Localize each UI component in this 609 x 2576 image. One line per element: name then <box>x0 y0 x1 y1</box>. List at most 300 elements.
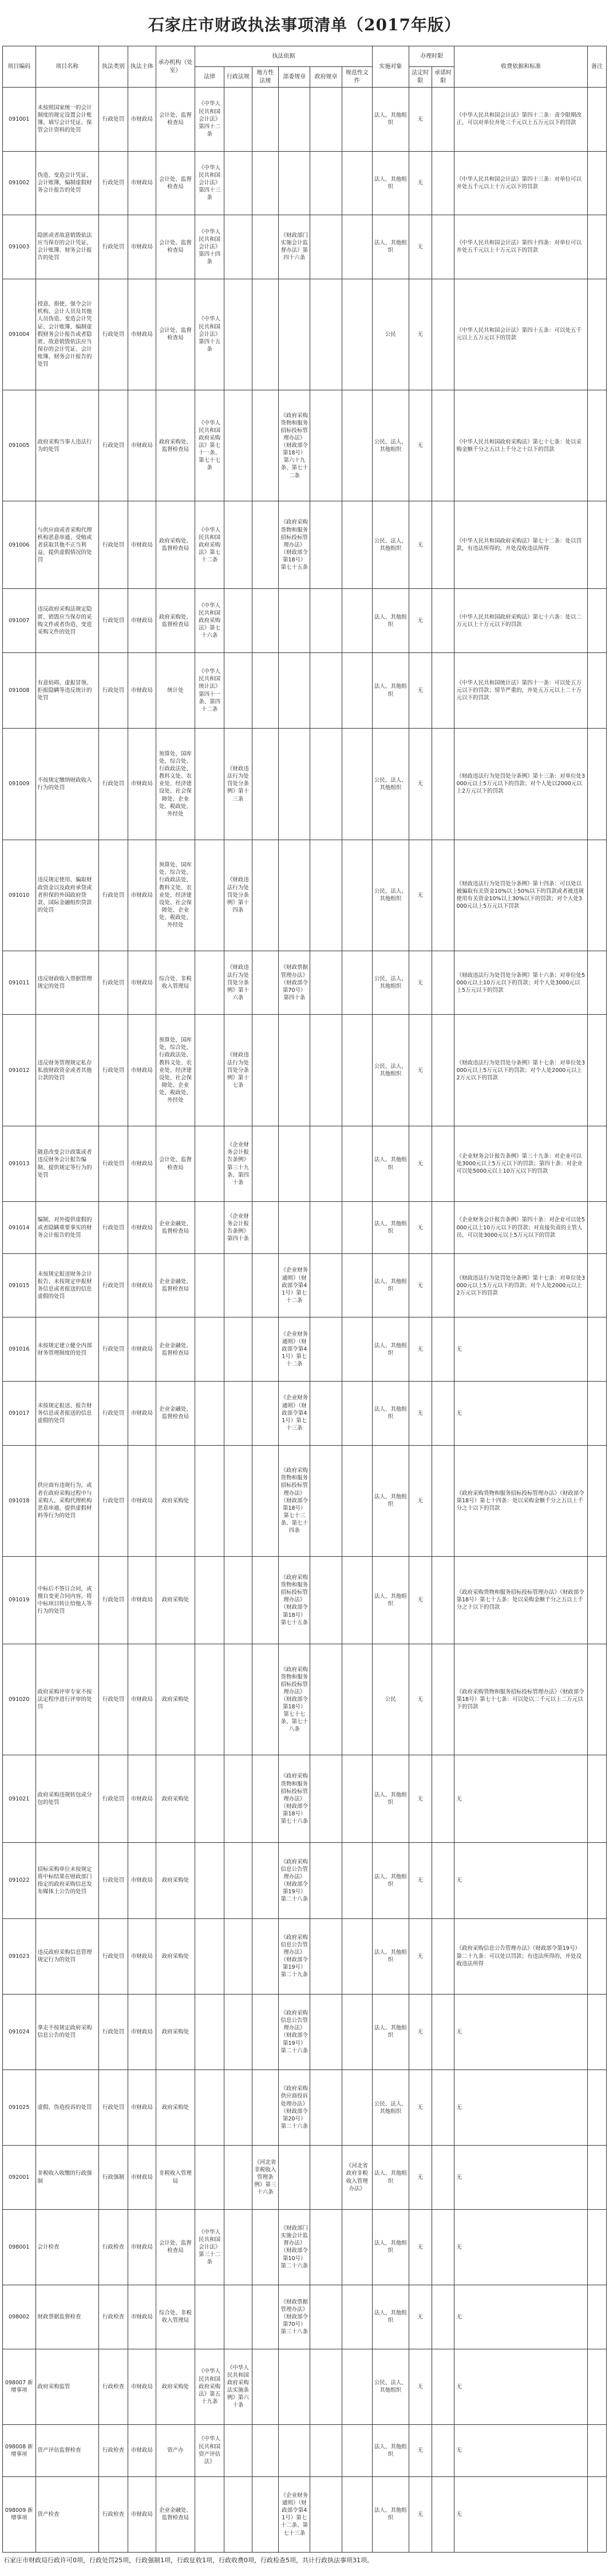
cell-legal-deadline: 无 <box>409 1918 432 1994</box>
cell-code: 091019 <box>3 1556 36 1644</box>
cell-target: 法人、其他组织 <box>372 1202 409 1254</box>
cell-gov-rule <box>310 1644 342 1755</box>
cell-department: 预算处、国库处、综合处、行政政法处、教科文处、农业处、经济建设处、社会保障处、企业处、税政处、外经处 <box>156 840 195 951</box>
cell-code: 091006 <box>3 501 36 589</box>
header-category: 执法类别 <box>99 46 128 88</box>
cell-norm-doc <box>342 2349 372 2424</box>
cell-admin-reg: 《企业财务会计报告条例》第四十条 <box>224 1202 252 1254</box>
cell-legal-deadline: 无 <box>409 2070 432 2146</box>
cell-target: 公民、法人、其他组织 <box>372 2349 409 2424</box>
cell-subject: 市财政局 <box>128 1126 156 1201</box>
cell-legal-deadline: 无 <box>409 1843 432 1918</box>
cell-gov-rule <box>310 840 342 951</box>
cell-fee: 《中华人民共和国会计法》第四十四条：对单位可以并处五千元以上十万元以下的罚款 <box>454 215 587 279</box>
cell-subject: 市财政局 <box>128 2349 156 2424</box>
cell-category: 行政检查 <box>99 2209 128 2285</box>
cell-target: 公民、法人、其他组织 <box>372 729 409 840</box>
cell-legal-deadline: 无 <box>409 1994 432 2069</box>
cell-law <box>195 1202 224 1254</box>
cell-category: 行政检查 <box>99 2349 128 2424</box>
cell-name: 中标后不签订合同，或擅自变更合同内容，将中标项目转让给他人等行为的处罚 <box>35 1556 99 1644</box>
cell-promise-deadline <box>432 1445 454 1556</box>
cell-law: 《中华人民共和国政府采购法》第七十二条 <box>195 501 224 589</box>
table-row <box>3 1843 607 1918</box>
cell-legal-deadline: 无 <box>409 652 432 728</box>
cell-norm-doc <box>342 1317 372 1382</box>
header-gov-rule: 政府规章 <box>310 67 342 88</box>
cell-code: 091004 <box>3 279 36 390</box>
cell-law <box>195 2070 224 2146</box>
cell-category: 行政处罚 <box>99 279 128 390</box>
cell-fee: 无 <box>454 2285 587 2349</box>
cell-category: 行政处罚 <box>99 840 128 951</box>
cell-name: 资产评估监督检查 <box>35 2424 99 2476</box>
cell-promise-deadline <box>432 390 454 501</box>
cell-fee: 无 <box>454 2424 587 2476</box>
cell-remark <box>587 279 606 390</box>
cell-category: 行政处罚 <box>99 501 128 589</box>
cell-gov-rule <box>310 1202 342 1254</box>
cell-law <box>195 1843 224 1918</box>
table-row <box>3 652 607 728</box>
cell-legal-deadline: 无 <box>409 1381 432 1445</box>
cell-subject: 市财政局 <box>128 2424 156 2476</box>
cell-legal-deadline: 无 <box>409 840 432 951</box>
summary-footer: 石家庄市财政局行政许可0项，行政处罚25项，行政强制1项，行政征收1项，行政收费0项，行政检查5项，共计行政执法事项31项。 <box>3 2557 373 2564</box>
table-row <box>3 2424 607 2476</box>
cell-dept-rule <box>279 1126 310 1201</box>
cell-gov-rule <box>310 279 342 390</box>
cell-norm-doc <box>342 1381 372 1445</box>
cell-name: 未按规定报送、报告财务信息或者报送的信息虚假的处罚 <box>35 1381 99 1445</box>
cell-target: 法人、其他组织 <box>372 652 409 728</box>
cell-dept-rule: 《企业财务通则》（财政部令第41号）第七十三条 <box>279 1381 310 1445</box>
cell-remark <box>587 1556 606 1644</box>
cell-category: 行政处罚 <box>99 2070 128 2146</box>
cell-promise-deadline <box>432 840 454 951</box>
cell-admin-reg <box>224 652 252 728</box>
cell-category: 行政处罚 <box>99 1381 128 1445</box>
table-row <box>3 1445 607 1556</box>
cell-gov-rule <box>310 390 342 501</box>
cell-dept-rule: 《政府采购货物和服务招标投标管理办法》（财政部令第18号）第七十六条 <box>279 1755 310 1843</box>
cell-fee: 《中华人民共和国会计法》第四十五条：可以处五千元以上五万元以下的罚款 <box>454 279 587 390</box>
cell-dept-rule: 《政府采购货物和服务招标投标管理办法》（财政部令第18号）第六十九条、第七十二条 <box>279 390 310 501</box>
cell-subject: 市财政局 <box>128 2146 156 2210</box>
table-row <box>3 279 607 390</box>
cell-code: 091018 <box>3 1445 36 1556</box>
cell-target: 法人、其他组织 <box>372 88 409 152</box>
cell-department: 会计处、监督检查局 <box>156 88 195 152</box>
cell-remark <box>587 1994 606 2069</box>
cell-fee: 无 <box>454 2349 587 2424</box>
cell-subject: 市财政局 <box>128 1317 156 1382</box>
cell-norm-doc <box>342 501 372 589</box>
table-row <box>3 1644 607 1755</box>
cell-remark <box>587 2146 606 2210</box>
cell-department: 政府采购处 <box>156 2349 195 2424</box>
cell-fee: 《中华人民共和国会计法》第四十三条：对单位可以并处五千元以上十万元以下的罚款 <box>454 151 587 215</box>
cell-target: 法人、其他组织 <box>372 589 409 653</box>
cell-local-reg <box>252 2285 278 2349</box>
cell-norm-doc <box>342 88 372 152</box>
cell-local-reg <box>252 1994 278 2069</box>
cell-legal-deadline: 无 <box>409 501 432 589</box>
cell-norm-doc <box>342 652 372 728</box>
cell-norm-doc <box>342 1445 372 1556</box>
cell-remark <box>587 88 606 152</box>
cell-target: 公民 <box>372 1644 409 1755</box>
cell-target: 公民、法人、其他组织 <box>372 2070 409 2146</box>
cell-code: 092001 <box>3 2146 36 2210</box>
cell-category: 行政处罚 <box>99 88 128 152</box>
cell-name: 政府采购监管 <box>35 2349 99 2424</box>
cell-legal-deadline: 无 <box>409 88 432 152</box>
cell-dept-rule <box>279 1015 310 1126</box>
cell-local-reg <box>252 1918 278 1994</box>
cell-dept-rule: 《政府采购货物和服务招标投标管理办法》（财政部令第18号）第七十三条、第七十四条 <box>279 1445 310 1556</box>
cell-remark <box>587 2349 606 2424</box>
cell-legal-deadline: 无 <box>409 151 432 215</box>
cell-gov-rule <box>310 1253 342 1317</box>
cell-subject: 市财政局 <box>128 279 156 390</box>
cell-local-reg <box>252 279 278 390</box>
cell-admin-reg <box>224 1918 252 1994</box>
cell-fee: 《政府采购货物和服务招标投标管理办法》（财政部令第18号）第七十五条：处以采购金额千分之五以上千分之十以下的罚款 <box>454 1556 587 1644</box>
cell-dept-rule: 《政府采购货物和服务招标投标管理办法》（财政部令第18号）第七十七条、第七十八条 <box>279 1644 310 1755</box>
cell-target: 公民、法人、其他组织 <box>372 840 409 951</box>
cell-category: 行政检查 <box>99 2476 128 2552</box>
cell-dept-rule <box>279 279 310 390</box>
header-remark: 备注 <box>587 46 606 88</box>
cell-code: 098008 新增事项 <box>3 2424 36 2476</box>
cell-category: 行政处罚 <box>99 652 128 728</box>
cell-admin-reg <box>224 2209 252 2285</box>
cell-law <box>195 951 224 1015</box>
cell-fee: 《财政违法行为处罚处分条例》第十七条：对单位处3000元以上5万元以下的罚款；对个人处2000元以上2万元以下的罚款 <box>454 1253 587 1317</box>
cell-legal-deadline: 无 <box>409 1755 432 1843</box>
cell-admin-reg <box>224 1994 252 2069</box>
cell-dept-rule: 《财政票据管理办法》（财政部令第70号）第三十八条 <box>279 2285 310 2349</box>
cell-local-reg <box>252 2349 278 2424</box>
cell-target: 法人、其他组织 <box>372 1445 409 1556</box>
cell-local-reg <box>252 1556 278 1644</box>
cell-fee: 《企业财务会计报告条例》第三十九条：对企业可以处3000元以上5万元以下的罚款；第四十条：对企业可以处5000元以上10万元以下的罚款 <box>454 1126 587 1201</box>
cell-code: 091011 <box>3 951 36 1015</box>
cell-dept-rule <box>279 840 310 951</box>
cell-remark <box>587 151 606 215</box>
cell-subject: 市财政局 <box>128 1644 156 1755</box>
cell-norm-doc <box>342 1202 372 1254</box>
cell-category: 行政强制 <box>99 2146 128 2210</box>
cell-fee: 《企业财务会计报告条例》第四十条：对企业可以处5000元以上10万元以下的罚款；对直接负责的主管人员，可以处3000元以上5万元以下的罚款 <box>454 1202 587 1254</box>
cell-promise-deadline <box>432 88 454 152</box>
cell-department: 政府采购处、监督检查局 <box>156 501 195 589</box>
cell-legal-deadline: 无 <box>409 1644 432 1755</box>
cell-name: 编制、对外提供虚假的或者隐瞒重要事实的财务会计报告的处罚 <box>35 1202 99 1254</box>
cell-legal-deadline: 无 <box>409 215 432 279</box>
cell-local-reg <box>252 1015 278 1126</box>
cell-remark <box>587 2209 606 2285</box>
cell-norm-doc <box>342 1918 372 1994</box>
cell-admin-reg <box>224 1381 252 1445</box>
cell-law <box>195 1644 224 1755</box>
cell-fee: 《中华人民共和国政府采购法》第七十二条：处以罚款，有违法所得的，并处没收违法所得 <box>454 501 587 589</box>
cell-promise-deadline <box>432 1253 454 1317</box>
header-promise-deadline: 承诺时限 <box>432 67 454 88</box>
cell-norm-doc <box>342 2070 372 2146</box>
cell-gov-rule <box>310 652 342 728</box>
cell-code: 091015 <box>3 1253 36 1317</box>
cell-category: 行政处罚 <box>99 589 128 653</box>
cell-admin-reg: 《财政违法行为处罚处分条例》第十六条 <box>224 951 252 1015</box>
cell-code: 091005 <box>3 390 36 501</box>
cell-subject: 市财政局 <box>128 1381 156 1445</box>
cell-category: 行政处罚 <box>99 1317 128 1382</box>
cell-name: 政府采购违规转包或分包的处罚 <box>35 1755 99 1843</box>
cell-remark <box>587 652 606 728</box>
cell-name: 政府采购当事人违法行为的处罚 <box>35 390 99 501</box>
table-row <box>3 2070 607 2146</box>
cell-code: 098007 新增事项 <box>3 2349 36 2424</box>
cell-legal-deadline: 无 <box>409 1202 432 1254</box>
cell-code: 091008 <box>3 652 36 728</box>
cell-name: 资产检查 <box>35 2476 99 2552</box>
cell-remark <box>587 501 606 589</box>
cell-category: 行政处罚 <box>99 729 128 840</box>
cell-code: 091010 <box>3 840 36 951</box>
cell-promise-deadline <box>432 1556 454 1644</box>
cell-promise-deadline <box>432 2146 454 2210</box>
cell-norm-doc <box>342 729 372 840</box>
cell-dept-rule: 《企业财务通则》（财政部令第41号）第七十二条、第七十三条 <box>279 2476 310 2552</box>
cell-category: 行政处罚 <box>99 151 128 215</box>
cell-admin-reg <box>224 1644 252 1755</box>
cell-subject: 市财政局 <box>128 2285 156 2349</box>
cell-remark <box>587 589 606 653</box>
cell-norm-doc <box>342 2476 372 2552</box>
cell-code: 091013 <box>3 1126 36 1201</box>
cell-department: 政府采购处 <box>156 1843 195 1918</box>
cell-department: 综合处、非税收入管理局 <box>156 951 195 1015</box>
cell-remark <box>587 2476 606 2552</box>
cell-admin-reg <box>224 1843 252 1918</box>
cell-fee: 无 <box>454 2146 587 2210</box>
cell-promise-deadline <box>432 2424 454 2476</box>
cell-law <box>195 1556 224 1644</box>
cell-law: 《中华人民共和国政府采购法》第七十一条、第七十七条 <box>195 390 224 501</box>
cell-norm-doc <box>342 1556 372 1644</box>
cell-fee: 无 <box>454 1381 587 1445</box>
cell-fee: 无 <box>454 1994 587 2069</box>
cell-admin-reg <box>224 88 252 152</box>
cell-local-reg <box>252 1317 278 1382</box>
cell-target: 法人、其他组织 <box>372 1843 409 1918</box>
cell-target: 法人、其他组织 <box>372 215 409 279</box>
cell-name: 违反政府采购信息管理规定行为的处罚 <box>35 1918 99 1994</box>
cell-admin-reg: 《财政违法行为处罚处分条例》第十四条 <box>224 840 252 951</box>
cell-norm-doc <box>342 2285 372 2349</box>
cell-department: 政府采购处、监督检查局 <box>156 589 195 653</box>
cell-admin-reg <box>224 2424 252 2476</box>
cell-promise-deadline <box>432 501 454 589</box>
cell-subject: 市财政局 <box>128 1202 156 1254</box>
cell-legal-deadline: 无 <box>409 1015 432 1126</box>
cell-target: 法人、其他组织 <box>372 2476 409 2552</box>
table-row <box>3 501 607 589</box>
cell-law: 《中华人民共和国会计法》第四十三条 <box>195 151 224 215</box>
cell-legal-deadline: 无 <box>409 2146 432 2210</box>
cell-target: 公民、法人、其他组织 <box>372 951 409 1015</box>
cell-target: 公民、法人、其他组织 <box>372 1015 409 1126</box>
cell-gov-rule <box>310 1381 342 1445</box>
cell-subject: 市财政局 <box>128 2209 156 2285</box>
cell-dept-rule: 《政府采购信息公告管理办法》（财政部令第19号）第二十八条 <box>279 1843 310 1918</box>
cell-promise-deadline <box>432 2349 454 2424</box>
cell-category: 行政处罚 <box>99 1202 128 1254</box>
cell-name: 虚假、伪造投诉的处罚 <box>35 2070 99 2146</box>
cell-legal-deadline: 无 <box>409 1317 432 1382</box>
cell-norm-doc <box>342 840 372 951</box>
cell-law <box>195 1445 224 1556</box>
cell-legal-deadline: 无 <box>409 2349 432 2424</box>
cell-norm-doc <box>342 1644 372 1755</box>
cell-target: 法人、其他组织 <box>372 2285 409 2349</box>
cell-fee: 《政府采购货物和服务招标投标管理办法》（财政部令第18号）第七十七条：可以处以二千元以上二万元以下的罚款 <box>454 1644 587 1755</box>
cell-dept-rule <box>279 1202 310 1254</box>
table-row <box>3 151 607 215</box>
cell-department: 政府采购处 <box>156 1994 195 2069</box>
cell-code: 091020 <box>3 1644 36 1755</box>
cell-department: 政府采购处 <box>156 1644 195 1755</box>
cell-norm-doc <box>342 279 372 390</box>
cell-target: 法人、其他组织 <box>372 1918 409 1994</box>
cell-law <box>195 1755 224 1843</box>
cell-remark <box>587 1202 606 1254</box>
cell-promise-deadline <box>432 1317 454 1382</box>
cell-target: 法人、其他组织 <box>372 1126 409 1201</box>
cell-department: 政府采购处 <box>156 1445 195 1556</box>
cell-remark <box>587 2424 606 2476</box>
cell-promise-deadline <box>432 1202 454 1254</box>
cell-name: 招标采购单位未按规定将中标结果在财政部门指定的政府采购信息发布媒体上公告的处罚 <box>35 1843 99 1918</box>
cell-name: 供应商有违规行为，或者在政府采购过程中与采购人、采购代理机构恶意串通，提供虚假材料等行为的处罚 <box>35 1445 99 1556</box>
table-row <box>3 1755 607 1843</box>
cell-subject: 市财政局 <box>128 1994 156 2069</box>
cell-gov-rule <box>310 2070 342 2146</box>
cell-dept-rule: 《企业财务通则》（财政部令第41号）第七十二条 <box>279 1317 310 1382</box>
cell-fee: 无 <box>454 2476 587 2552</box>
cell-promise-deadline <box>432 652 454 728</box>
table-row <box>3 2476 607 2552</box>
table-row <box>3 1253 607 1317</box>
header-subject: 执法主体 <box>128 46 156 88</box>
cell-local-reg <box>252 951 278 1015</box>
cell-fee: 《财政违法行为处罚处分条例》第十三条：对单位处3000元以上5万元以下的罚款；对个人处以2000元以上2万元以下的罚款 <box>454 729 587 840</box>
cell-gov-rule <box>310 1556 342 1644</box>
cell-code: 098009 新增事项 <box>3 2476 36 2552</box>
cell-norm-doc <box>342 1755 372 1843</box>
table-row <box>3 1126 607 1201</box>
cell-dept-rule <box>279 88 310 152</box>
cell-remark <box>587 390 606 501</box>
cell-gov-rule <box>310 1755 342 1843</box>
header-legal-deadline: 法定时限 <box>409 67 432 88</box>
cell-law <box>195 1918 224 1994</box>
table-row <box>3 951 607 1015</box>
table-row <box>3 2285 607 2349</box>
enforcement-table <box>2 46 607 2553</box>
cell-gov-rule <box>310 215 342 279</box>
cell-law <box>195 1994 224 2069</box>
cell-category: 行政处罚 <box>99 215 128 279</box>
cell-code: 091003 <box>3 215 36 279</box>
cell-gov-rule <box>310 1918 342 1994</box>
header-local-reg: 地方性法规 <box>252 67 278 88</box>
cell-legal-deadline: 无 <box>409 2209 432 2285</box>
cell-dept-rule <box>279 2146 310 2210</box>
cell-law <box>195 2476 224 2552</box>
cell-promise-deadline <box>432 1918 454 1994</box>
cell-department: 企业金融处、监督检查局 <box>156 1317 195 1382</box>
table-row <box>3 1381 607 1445</box>
cell-law <box>195 1317 224 1382</box>
cell-fee: 《政府采购信息公告管理办法》（财政部令第19号）第二十九条：可以处以罚款；有违法所得的，并处没收违法所得 <box>454 1918 587 1994</box>
cell-legal-deadline: 无 <box>409 729 432 840</box>
cell-code: 091025 <box>3 2070 36 2146</box>
cell-norm-doc <box>342 2209 372 2285</box>
header-dept-rule: 部委规章 <box>279 67 310 88</box>
cell-code: 091001 <box>3 88 36 152</box>
cell-remark <box>587 951 606 1015</box>
cell-subject: 市财政局 <box>128 151 156 215</box>
cell-remark <box>587 1843 606 1918</box>
cell-fee: 《中华人民共和国会计法》第四十二条：责令限期改正，可以对单位并处三千元以上五万元以下的罚款 <box>454 88 587 152</box>
header-department: 承办机构（处室） <box>156 46 195 88</box>
cell-target: 公民 <box>372 279 409 390</box>
cell-norm-doc <box>342 1253 372 1317</box>
cell-name: 未按规定建立健全内部财务管理制度的处罚 <box>35 1317 99 1382</box>
cell-fee: 无 <box>454 2070 587 2146</box>
cell-gov-rule <box>310 2285 342 2349</box>
cell-department: 资产办 <box>156 2424 195 2476</box>
cell-subject: 市财政局 <box>128 1843 156 1918</box>
cell-admin-reg: 《中华人民共和国政府采购法实施条例》第六十条 <box>224 2349 252 2424</box>
cell-department: 企业金融处、监督检查局 <box>156 1202 195 1254</box>
cell-subject: 市财政局 <box>128 390 156 501</box>
cell-promise-deadline <box>432 1994 454 2069</box>
cell-category: 行政处罚 <box>99 1015 128 1126</box>
cell-department: 非税收入管理局 <box>156 2146 195 2210</box>
cell-local-reg <box>252 1644 278 1755</box>
cell-category: 行政处罚 <box>99 1843 128 1918</box>
cell-department: 会计处、监督检查局 <box>156 2209 195 2285</box>
cell-local-reg <box>252 2209 278 2285</box>
cell-gov-rule <box>310 2349 342 2424</box>
cell-dept-rule <box>279 2349 310 2424</box>
table-row <box>3 1994 607 2069</box>
cell-department: 政府采购处、监督检查局 <box>156 390 195 501</box>
cell-admin-reg <box>224 1253 252 1317</box>
cell-local-reg <box>252 1445 278 1556</box>
cell-admin-reg <box>224 1556 252 1644</box>
cell-remark <box>587 1445 606 1556</box>
cell-law <box>195 729 224 840</box>
cell-target: 公民、法人、其他组织 <box>372 390 409 501</box>
cell-legal-deadline: 无 <box>409 1556 432 1644</box>
cell-gov-rule <box>310 951 342 1015</box>
cell-law: 《中华人民共和国政府采购法》第七十六条 <box>195 589 224 653</box>
